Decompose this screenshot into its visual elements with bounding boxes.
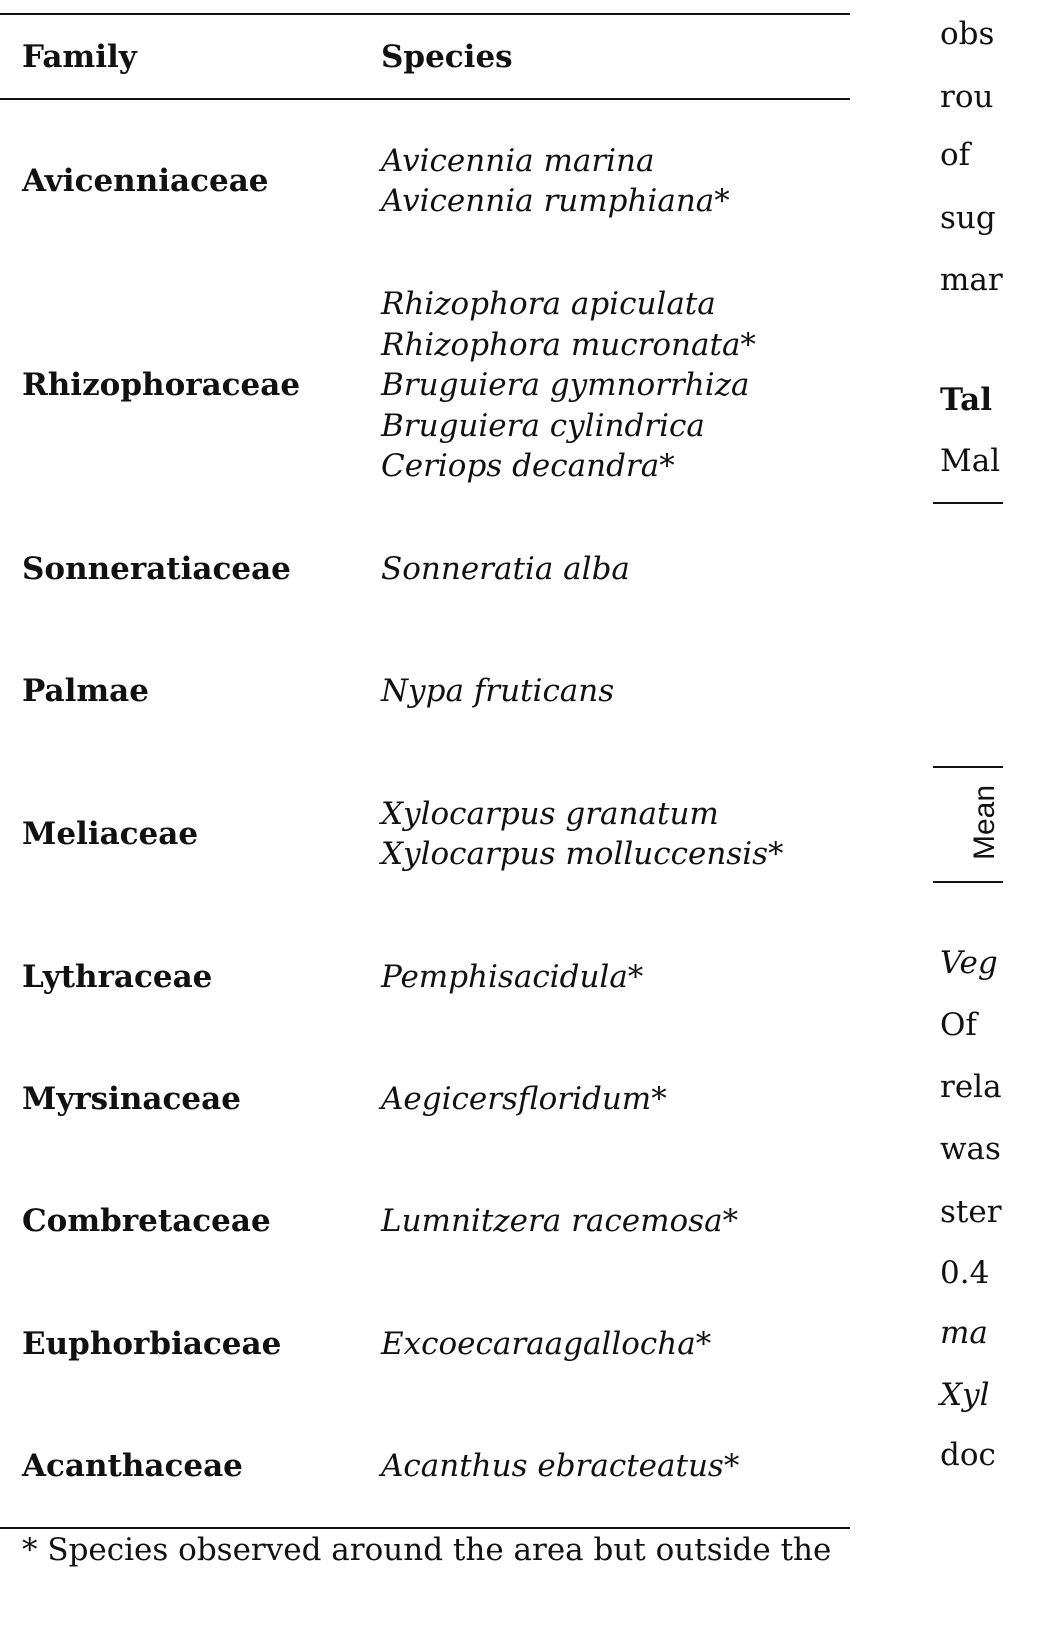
species-cell: Sonneratia alba (381, 551, 630, 587)
family-cell: Rhizophoraceae (22, 367, 301, 403)
species-cell: Avicennia rumphiana* (381, 183, 730, 220)
body-line: doc (940, 1437, 996, 1473)
table-top-rule (0, 13, 850, 15)
species-cell: Bruguiera cylindrica (381, 407, 705, 444)
section-heading: Veg (940, 945, 998, 981)
figure-rule (933, 881, 1003, 883)
table-bottom-rule (0, 1527, 850, 1529)
body-line: of (940, 137, 971, 173)
figure-rule (933, 502, 1003, 504)
family-cell: Sonneratiaceae (22, 551, 291, 587)
header-species: Species (381, 39, 513, 75)
species-cell: Nypa fruticans (381, 673, 615, 709)
body-line: ster (940, 1194, 1002, 1230)
species-cell: Pemphisacidula* (381, 959, 644, 995)
species-cell: Bruguiera gymnorrhiza (381, 367, 750, 403)
axis-label-text: Mean (968, 784, 1001, 860)
body-line: 0.4 (940, 1255, 990, 1291)
body-line: mar (940, 262, 1003, 298)
body-line: rou (940, 79, 994, 115)
family-cell: Lythraceae (22, 959, 213, 995)
species-cell: Xylocarpus molluccensis* (381, 836, 784, 873)
species-cell: Avicennia marina (381, 142, 655, 179)
family-cell: Meliaceae (22, 816, 199, 852)
table-header-rule (0, 98, 850, 100)
figure-rule (933, 766, 1003, 768)
family-cell: Avicenniaceae (22, 163, 269, 199)
species-cell: Excoecaraagallocha* (381, 1326, 712, 1362)
species-cell: Aegicersfloridum* (381, 1081, 667, 1117)
adjacent-column-text (930, 0, 1003, 1638)
species-cell: Rhizophora apiculata (381, 286, 716, 322)
family-cell: Acanthaceae (22, 1448, 243, 1484)
table-label: Tal (940, 382, 992, 418)
body-line: Of (940, 1007, 977, 1043)
family-cell: Euphorbiaceae (22, 1326, 282, 1362)
body-line: sug (940, 200, 996, 236)
table-caption: Mal (940, 443, 1001, 479)
family-cell: Combretaceae (22, 1203, 271, 1239)
species-cell: Acanthus ebracteatus* (381, 1448, 740, 1484)
species-cell: Rhizophora mucronata* (381, 326, 756, 363)
body-line: obs (940, 16, 995, 52)
header-family: Family (22, 39, 137, 75)
table-footnote: * Species observed around the area but outside the (22, 1532, 832, 1568)
body-line: ma (940, 1315, 988, 1351)
family-cell: Palmae (22, 673, 149, 709)
axis-label (970, 785, 1000, 860)
species-cell: Ceriops decandra* (381, 448, 675, 484)
species-cell: Lumnitzera racemosa* (381, 1203, 739, 1239)
species-cell: Xylocarpus granatum (381, 795, 719, 832)
body-line: Xyl (940, 1377, 990, 1413)
body-line: was (940, 1131, 1001, 1167)
family-cell: Myrsinaceae (22, 1081, 241, 1117)
body-line: rela (940, 1069, 1002, 1105)
